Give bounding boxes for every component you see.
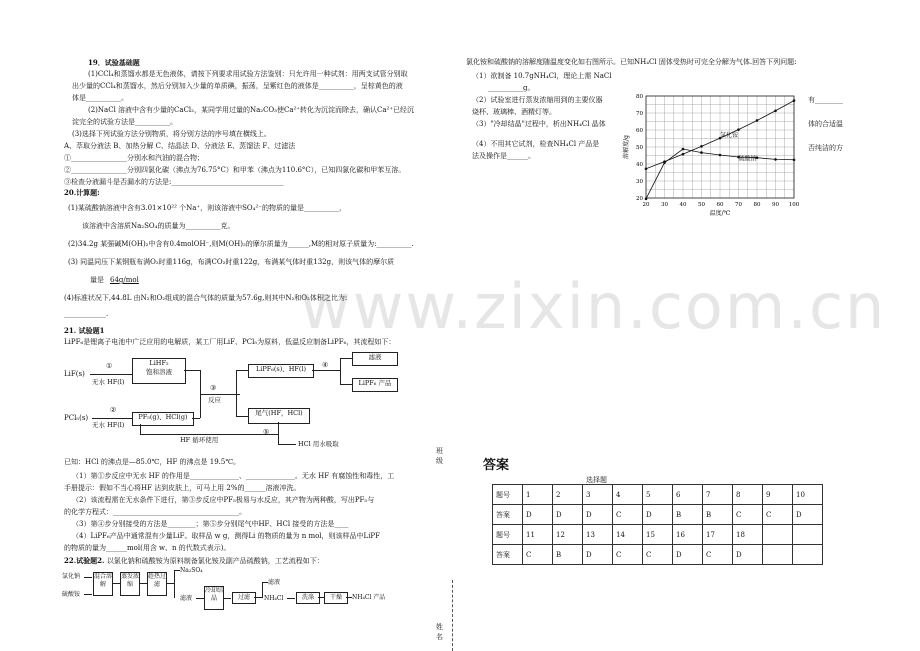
y-tick-label: 30 (636, 179, 643, 185)
flow-box: LiPF₆ 产品 (352, 378, 398, 392)
flow-box: 干燥 (324, 592, 348, 604)
y-tick-label: 40 (636, 162, 643, 168)
name-label: 姓名 (436, 623, 443, 641)
data-point (700, 145, 703, 148)
flow-arrow (90, 374, 132, 375)
y-axis-label: 溶解度/g (623, 135, 630, 159)
flow-label: 滤液 (180, 595, 193, 602)
q20-line: (1)某硫酸钠溶液中含有3.01×10²² 个Na⁺，则该溶液中SO₄²⁻的物质的量是__________， (68, 204, 346, 212)
right-line: 烧杯、玻璃棒、酒精灯等。 (472, 108, 556, 116)
right-line: （2）试验室进行蒸发浓缩用到的主要仪器 (472, 96, 603, 104)
flow-box (132, 358, 186, 384)
flow-label: 滤液 (268, 579, 281, 586)
table-cell: C (733, 505, 763, 525)
table-row (493, 505, 823, 525)
x-tick-label: 50 (698, 202, 705, 208)
q20-line: (2)34.2g 某强碱M(OH)₂中含有0.4molOH⁻,则M(OH)₂的摩尔质量为______,M的相对原子质量为:__________. (68, 240, 414, 248)
data-point (700, 151, 703, 154)
x-tick-label: 30 (661, 202, 668, 208)
right-line: （1）欲制备 10.7gNH₄Cl，理论上需 NaCl (472, 72, 612, 80)
table-cell: 4 (613, 485, 643, 505)
answer-table (492, 484, 823, 565)
flow-line (262, 582, 263, 598)
x-axis-label: 温度/℃ (709, 210, 731, 217)
table-cell: D (583, 505, 613, 525)
data-point (682, 153, 685, 156)
table-cell: C (613, 545, 643, 565)
series-label: 硫酸钠 (738, 155, 757, 163)
flow-box: 过滤 (232, 592, 256, 604)
flow-step: ④ (322, 361, 329, 369)
flow-label: 硫酸铵 (62, 591, 81, 598)
table-cell: B (553, 545, 583, 565)
flow-line (184, 370, 200, 371)
q21-intro: LiPF₆是锂离子电池中广泛应用的电解质，某工厂用LiF、PCl₅为原料，低温反应制备LiPF₆，其流程如下： (64, 338, 396, 346)
table-cell: 17 (703, 525, 733, 545)
q20-line: 该溶液中含溶质Na₂SO₄的质量为__________克。 (82, 222, 235, 230)
flow-label: LiF(s) (64, 370, 85, 378)
table-cell (763, 525, 793, 545)
q19-title: 19．试验基础题 (88, 58, 140, 67)
flow-line (140, 424, 141, 434)
table-cell: 1 (523, 485, 553, 505)
x-tick-label: 80 (753, 202, 761, 208)
flow-box: 趁热过滤 (147, 572, 167, 596)
q19-line: 出少量的CCl₄和蒸馏水，然后分别加入少量的单质碘，振荡，呈紫红色的液体是__________，呈棕黄色的液 (72, 82, 403, 90)
data-point (774, 158, 777, 161)
x-tick-label: 20 (642, 202, 650, 208)
q22-intro: 以氯化钠和硫酸铵为原料制备氯化铵及副产品硫酸钠，工艺流程如下： (106, 557, 324, 565)
table-cell: D (583, 545, 613, 565)
flow-arrow (139, 583, 147, 584)
q20-line: 量是 (90, 276, 104, 284)
flow-arrow (112, 583, 120, 584)
q21-line: （3）第④步分别接受的方法是________；第⑤步分别尾气中HF、HCl 接受的方法是____ (72, 520, 349, 528)
q21-line: 的物质的量为______mol(用含 w、n 的代数式表示)。 (64, 544, 231, 552)
flow-arrow (84, 577, 92, 578)
flow-step: ② (110, 406, 117, 414)
table-cell: 答案 (493, 505, 523, 525)
data-point (793, 99, 796, 102)
table-row (493, 485, 823, 505)
table-cell (763, 545, 793, 565)
table-cell: D (733, 545, 763, 565)
right-line: 法及操作是______。 (472, 152, 535, 160)
answer-title: 答案 (483, 458, 510, 473)
table-cell: 3 (583, 485, 613, 505)
watermark: www.zixin.com.cn (300, 270, 887, 343)
right-line: 氯化铵和硫酸钠的溶解度随温度变化如右图所示。已知NH₄Cl 固体受热时可完全分解为气体.回答下列问题: (466, 58, 797, 66)
class-label: 班级 (436, 447, 443, 465)
flow-box: LiPF₆(s)、HF(l) (248, 364, 314, 378)
q20-answer: 64g/mol (110, 276, 139, 284)
table-cell (793, 525, 823, 545)
table-row (493, 525, 823, 545)
flow-line (192, 418, 200, 419)
flow-label: 无水 HF(l) (92, 378, 125, 386)
flow-line (166, 583, 174, 584)
x-tick-label: 40 (679, 202, 687, 208)
table-cell: 5 (643, 485, 673, 505)
flow-arrow (287, 598, 295, 599)
table-cell: 18 (733, 525, 763, 545)
data-point (682, 148, 685, 151)
table-cell: 10 (793, 485, 823, 505)
q21-line: （2）该流程需在无水条件下进行，第③步反应中PF₅极易与水反应，其产物为两种酸，写出PF₅与 (72, 496, 375, 504)
y-tick-label: 20 (636, 196, 643, 202)
right-line: 体的合适温 (808, 120, 843, 128)
q20-line: (3) 同温同压下某钢瓶布满O₂时重116g，布满CO₂时重122g，布满某气体时重132g，则该气体的摩尔质 (68, 258, 395, 266)
flow-line (140, 434, 278, 435)
y-tick-label: 70 (636, 111, 643, 117)
data-point (756, 119, 759, 122)
table-cell: 15 (643, 525, 673, 545)
q21-line: 的化学方程式：____________________________________。 (64, 508, 246, 516)
table-cell: 2 (553, 485, 583, 505)
table-row (493, 545, 823, 565)
q19-line: 淀完全的试验方法是__________。 (72, 118, 177, 126)
q19-line: (1)CCl₄和蒸馏水都是无色液体，请按下列要求用试验方法鉴别：只允许用一种试剂：用两支试管分别取 (88, 70, 408, 78)
table-cell: 题号 (493, 485, 523, 505)
flow-line (254, 597, 262, 598)
right-line: （4）不用其它试剂，检查NH₄Cl 产品是 (472, 140, 600, 148)
table-cell: D (553, 505, 583, 525)
right-line: （3）"冷却结晶"过程中，析出NH₄Cl 晶体 (472, 120, 606, 128)
x-tick-label: 70 (735, 202, 742, 208)
y-tick-label: 80 (636, 94, 643, 100)
table-cell: C (763, 505, 793, 525)
flow-arrow (340, 358, 352, 359)
flow-label: 反应 (208, 396, 221, 404)
table-cell: 题号 (493, 525, 523, 545)
table-cell: 16 (673, 525, 703, 545)
flow-label: NH₄Cl (264, 595, 284, 602)
q20-title: 20.计算题: (64, 188, 100, 197)
data-point (719, 154, 722, 157)
q19-line: A、萃取分液法 B、加热分解 C、结晶法 D、分液法 E、蒸馏法 F、过滤法 (64, 142, 296, 150)
q20-line: ____________. (64, 310, 109, 318)
table-cell: C (523, 545, 553, 565)
table-cell: C (613, 505, 643, 525)
q19-line: (2)NaCl 溶液中含有少量的CaCl₂，某同学用过量的Na₂CO₃使Ca²⁺转化为沉淀而除去，确认Ca²⁺已经沉 (88, 106, 415, 114)
flow-arrow (92, 418, 132, 419)
flow-arrow (278, 444, 296, 445)
flow-box: 蒸发浓缩 (120, 572, 140, 596)
flow-label: HF 循环使用 (180, 436, 219, 444)
q19-line: (3)选择下列试验方法分别物质，将分别方法的序号填在横线上。 (72, 130, 271, 138)
q19-line: ②________________分别四氯化碳（沸点为76.75°C）和甲苯（沸点为110.6°C），已知四氯化碳和甲苯互溶。 (64, 166, 406, 174)
table-cell: 7 (703, 485, 733, 505)
flow-line (236, 370, 237, 416)
q19-line: ③检查分液漏斗是否漏水的方法是:________________________________ (64, 178, 284, 186)
data-point (793, 158, 796, 161)
flow-box-label: LiHF₂ (149, 359, 169, 367)
table-cell: C (703, 545, 733, 565)
flow-label: 氯化钠 (62, 573, 81, 580)
data-point (737, 128, 740, 131)
table-cell: 12 (553, 525, 583, 545)
table-cell: 答案 (493, 545, 523, 565)
table-cell: B (703, 505, 733, 525)
flow-arrow (236, 416, 248, 417)
flow-arrow (236, 370, 248, 371)
flow-line (200, 394, 240, 395)
q19-line: 体是__________。 (72, 94, 128, 102)
table-cell: B (673, 505, 703, 525)
y-tick-label: 50 (636, 145, 643, 151)
flow-label: 无水 HF(l) (92, 421, 125, 429)
flow-step: ⑤ (263, 428, 270, 436)
x-tick-label: 90 (772, 202, 779, 208)
flow-label: Na₂SO₄ (180, 567, 203, 574)
answer-caption: 选择题 (586, 476, 607, 484)
data-point (774, 109, 777, 112)
y-tick-label: 60 (636, 128, 643, 134)
right-line: __________g。 (488, 84, 535, 92)
q21-line: （1）第①步反应中无水 HF 的作用是______________、______________。无水 HF 有腐蚀性和毒性，工 (72, 472, 395, 480)
data-point (645, 198, 648, 201)
q21-line: （4）LiPF₆产品中通常混有少量LiF。取样品 w g，测得Li 的物质的量为 n mol，则该样品中LiPF (72, 532, 380, 540)
flow-arrow (312, 370, 340, 371)
q21-title: 21. 试验题1 (64, 326, 105, 335)
right-line: 有________ (808, 96, 843, 104)
x-tick-label: 60 (716, 202, 724, 208)
table-cell: 9 (763, 485, 793, 505)
table-cell: D (793, 505, 823, 525)
flow-step: ③ (210, 384, 217, 392)
table-cell: D (673, 545, 703, 565)
table-cell: 14 (613, 525, 643, 545)
q19-line: ①________________分别水和汽油的混合物； (64, 154, 204, 162)
q20-line: (4)标准状况下,44.8L 由N₂和O₂组成的混合气体的质量为57.6g,则其中N₂和O₂体积之比为: (64, 294, 348, 302)
flow-line (174, 570, 175, 598)
x-tick-label: 100 (788, 202, 800, 208)
flow-arrow (340, 384, 352, 385)
flow-arrow (223, 598, 231, 599)
flow-box: PF₅(g)、HCl(g) (132, 412, 194, 426)
q22-title: 22.试验题2. (64, 556, 105, 565)
table-cell: 8 (733, 485, 763, 505)
flow-label: PCl₅(s) (64, 414, 89, 422)
table-cell: D (643, 505, 673, 525)
table-cell: 13 (583, 525, 613, 545)
flow-line (278, 422, 279, 444)
data-point (645, 167, 648, 170)
solubility-chart (618, 90, 808, 220)
table-cell: D (523, 505, 553, 525)
flow-arrow (84, 594, 92, 595)
table-cell: 11 (523, 525, 553, 545)
flow-label: NH₄Cl 产品 (352, 594, 386, 601)
flow-line (340, 358, 341, 384)
q21-line: 已知：HCl 的沸点是—85.0℃，HF 的沸点是 19.5℃。 (64, 458, 241, 466)
right-line: 否纯洁的方 (808, 144, 843, 152)
flow-box: 洗涤 (296, 592, 320, 604)
flow-arrow (196, 598, 204, 599)
flow-box: 混合溶解 (93, 572, 113, 596)
fold-line (452, 580, 453, 651)
flow-box: 尾气(HF，HCl) (248, 408, 310, 424)
flow-label: HCl 用水吸取 (298, 440, 339, 448)
table-cell: 6 (673, 485, 703, 505)
data-point (663, 161, 666, 164)
flow-step: ① (106, 362, 113, 370)
series-label: 氯化铵 (720, 131, 739, 139)
table-cell (793, 545, 823, 565)
flow-box: 滤液 (352, 352, 398, 366)
table-cell: C (643, 545, 673, 565)
q21-line: 手册提示：假如不当心将HF 沾到皮肤上，可马上用 2%的______溶液冲洗。 (64, 484, 301, 492)
flow-box: 冷却结晶 (204, 586, 224, 610)
flow-box-label: 饱和溶液 (146, 368, 172, 376)
